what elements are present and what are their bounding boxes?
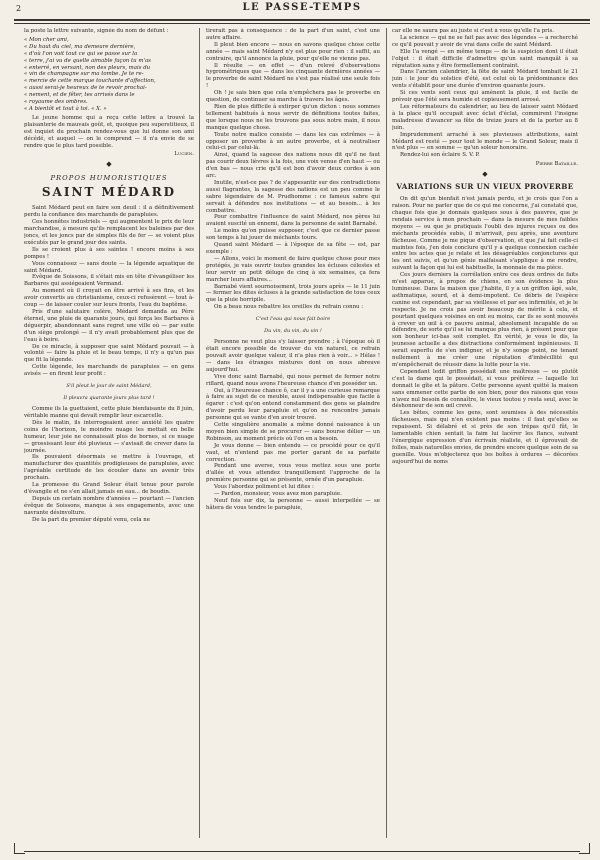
paragraph: Neuf fois sur dix, la personne — aussi interpellée — se hâtera de vous tendre le parapluie, — [206, 498, 380, 511]
letter-line: « mercie de cette marque touchante d'affection, — [24, 78, 156, 85]
paragraph: Pour combattre l'influence de saint Médard, nos pères lui avaient suscité un ennemi, dans la personne de saint Barnabé. — [206, 214, 380, 228]
paragraph: Elle l'a vengé — en même temps — de la suspicion dont il était l'objet : il était difficile d'admettre qu'un saint manquât à sa réputation sans y être formellement contraint. — [392, 48, 578, 69]
paragraph: Vive donc saint Barnabé, qui nous permet de fermer notre riflard, quand nous avons l'heureuse chance d'en posséder un. — [206, 373, 380, 387]
paragraph: Le moins qu'on puisse supposer, c'est que ce dernier passe son temps à lui jouer de méchants tours. — [206, 228, 380, 242]
paragraph: La science — qui ne se fait pas avec des légendes — a recherché ce qu'il pouvait y avoir de vrai dans celle de saint Médard. — [392, 34, 578, 48]
letter-line: « d'où l'on voit tout ce qui se passe sur la — [24, 50, 138, 57]
letter-quote — [24, 37, 194, 113]
paragraph: Barnabé vient sournoisement, trois jours après — le 11 juin — fermer les dites écluses à la grande satisfaction de tous ceux que la pluie horripile. — [206, 283, 380, 304]
paragraph: Au moment où il croyait en être arrivé à ses fins, et les avoir convertis au christianisme, ceux-ci refusèrent — tout à-coup — de laisser couler sur leurs fronts, l'eau du baptême. — [24, 288, 194, 309]
header-rule — [14, 19, 590, 21]
paragraph: Depuis un certain nombre d'années — pourtant — l'ancien évêque de Soissons, manque à ses engagements, avec une navrante désinvolture. — [24, 495, 194, 516]
paragraph: Il pleut bien encore — nous en savons quelque chose cette année — mais saint Médard n'y est plus pour rien : il suffit, au contraire, qu'il annonce la pluie, pour qu'elle ne vienne pas. — [206, 41, 380, 62]
paragraph: tirerait pas à conséquence : de la part d'un saint, c'est une autre affaire. — [206, 28, 380, 41]
paragraph: Ils pouvaient désormais se mettre à l'ouvrage, et manufacturer des quantités prodigieuses de parapluies, avec l'agréable certitude de les écouler dans un avenir très prochain. — [24, 454, 194, 482]
corner-ornament — [579, 843, 590, 854]
paragraph: Rien de plus difficile à extirper qu'un dicton : nous sommes tellement habitués à nous servir de définitions toutes faites, que lorsque nous ne les trouvons pas sous notre main, il nous manque quelque chose. — [206, 103, 380, 131]
paragraph: Ainsi, quand la sagesse des nations nous dit qu'il ne faut pas courir deux lièvres à la fois, une voix venue d'en haut — ou d'en bas — nous crie qu'il est bon d'avoir deux cordes à son arc. — [206, 152, 380, 180]
header-rule-thin — [14, 23, 590, 24]
verse-line: Il pleuvra quarante jours plus tard ! — [63, 394, 155, 401]
paragraph: Imprudemment arraché à ses pluvieuses attributions, saint Médard est resté — pour tout le monde — le Grand Soleur, mais il n'est plus — en somme — qu'un soleur honoraire. — [392, 131, 578, 152]
paragraph: Si ces vents sont ceux qui amènent la pluie, il est facile de prévoir que l'été sera humide et copieusement arrosé. — [392, 90, 578, 104]
article-title: SAINT MÉDARD — [41, 185, 177, 200]
paragraph: Les réformateurs du calendrier, au lieu de laisser saint Médard à la place qu'il occupait avec éclat d'éclat, commirent l'insigne maladresse d'avancer sa fête de treize jours et de la porter au 8 juin. — [392, 103, 578, 131]
paragraph: Les bêtes, comme les gens, sont soumises à des nécessités fâcheuses, mais qui n'en existent pas moins : il faut qu'elles se repaissent. Si délabré et si près de son trépas qu'il fût, le lamentable chien sentait la faim lui lacérer les flancs, suivant l'énergique expression d'un écrivain réaliste, et il éprouvait de folles, mais naturelles envies, de prendre encore quelque soin de sa guenille. Vous m'objecterez que les boîtes à ordures — décorées aujourd'hui de noms — [392, 410, 578, 465]
paragraph: la poste la lettre suivante, signée du nom de défunt : — [24, 28, 169, 34]
paragraph: Le jeune homme qui a reçu cette lettre a trouvé la plaisanterie de mauvais goût, et, quoique peu superstitieux, il est inquiet du prochain rendez-vous que lui donne son ami décédé, et auquel — on le comprend — il n'a envie de se rendre que le plus tard possible. — [24, 114, 194, 149]
column-3 — [392, 28, 578, 840]
article-body — [24, 205, 194, 378]
paragraph: De ce miracle, à supposer que saint Médard pouvait — à volonté — faire la pluie et le beau temps, il n'y a qu'un pas que fit la légende. — [24, 343, 194, 364]
paragraph: car elle ne saura pas au juste si c'est à vous qu'elle l'a pris. — [392, 28, 554, 34]
page-header — [14, 2, 590, 18]
article-body — [392, 196, 578, 465]
paragraph: La promesse du Grand Soleur était tenue pour parole d'évangile et ne s'en allait jamais en eau... de boudin. — [24, 482, 194, 495]
page-number: 2 — [16, 4, 22, 13]
paragraph: Oui, à l'heureuse chance ô, car il y a une curieuse remarque à faire au sujet de ce meuble, aussi indispensable que facile à égarer : c'est qu'on entend constamment des gens se plaindre d'avoir perdu leur parapluie et qu'on ne rencontre jamais personne qui se vante d'en avoir trouvé. — [206, 387, 380, 422]
paragraph: Ces jours derniers la corrélation entre ces deux ordres de faits m'est apparue, à propos de chiens, en son évidence la plus lumineuse. Dans la maison que j'habite, il y a un griffon âgé, sale, asthmatique, sourd, et à demi-impotent. Ce débris de l'espèce canine est cependant, par sa vieillesse et par ses infirmités, et je le respecte. Je ne crois pas avoir beaucoup de mérite à cela, et pourtant quelques voisines en ont eu moins, car ils se sont mouvés à crever un œil à ce pauvre animal, absolument incapable de se défendre, de sorte qu'il se lui manque plus rien, à présent pour que son bonheur ici-bas soit complet. En vérité, je vous le dis, la jeunesse actuelle a des distractions conformément ingénieuses. Il serait superflu de s'en indigner, et je n'y songe point, ne tenant nullement à me créer une réputation d'imbécillité qui m'empêcherait de réussir dans la lutte pour la vie. — [392, 272, 578, 368]
paragraph: Cependant ledit griffon possédait une maîtresse — ou plutôt c'est la dame qui le possédait, si vous préférez — laquelle lui donnait le gîte et la pâture. Cette personne ayant quitté la maison sans emmener cette partie de son bien, pour des raisons que vous n'avez nul besoin de connaître, le vieux toutou y resta seul, avec le déshonneur de son œil crevé. — [392, 368, 578, 410]
paragraph: Comme ils la guettaient, cette pluie bienfaisante du 8 juin, véritable manne qui devait remplir leur escarcelle. — [24, 406, 194, 419]
ornament-divider: ◆ — [106, 160, 112, 169]
paragraph: On a beau nous rebattre les oreilles du refrain connu : — [214, 304, 364, 311]
paragraph: Toute notre malice consiste — dans les cas extrêmes — à opposer un proverbe à un autre proverbe, et à neutraliser celui-ci par celui-là. — [206, 131, 380, 152]
verse — [24, 383, 194, 401]
paragraph: Ils se croient plus à ses saintes ! encore moins à ses pompes ! — [24, 246, 194, 260]
signature: Lucien. — [174, 151, 194, 158]
letter-line: « vin de champagne sur ma tombe. Je te re- — [24, 71, 144, 78]
paragraph: Dès le matin, ils interrogeaient avec anxiété les quatre coins de l'horizon, le moindre nuage les mettait en belle humeur, leur joie ne connaissait plus de bornes, si ce nuage — grossissant leur été pluvieux — s'avisait de crever dans la journée. — [24, 419, 194, 454]
paragraph: Oh ! je sais bien que cela n'empêchera pas le proverbe en question, de continuer sa marche à travers les âges. — [206, 90, 380, 104]
paragraph: Rendez-lui son éclaire S. V. P. — [400, 152, 480, 159]
paragraph: Quand saint Médard — à l'époque de sa fête — est, par exemple : — [206, 242, 380, 255]
paragraph: Cette légende, les marchands de parapluies — en gens avisés — en firent leur profit : — [24, 364, 194, 378]
article-body — [24, 406, 194, 523]
letter-line: « enterré, en versant, non des pleurs, mais du — [24, 64, 151, 71]
paragraph: — Pardon, monsieur, vous avez mon parapluie. — [214, 491, 342, 498]
paragraph: Vous l'abordez poliment et lui dites : — [214, 484, 314, 491]
section-label: PROPOS HUMORISTIQUES — [50, 174, 168, 183]
paragraph: Vous connaissez — sans doute — la légende aquatique de saint Médard. — [24, 260, 194, 274]
paragraph: Saint Médard peut en faire son deuil : il a définitivement perdu la confiance des marchands de parapluies. — [24, 205, 194, 219]
letter-line: « royaume des ombres. — [24, 99, 88, 106]
letter-line: « aussi serai-je heureux de te revoir prochai- — [24, 85, 147, 92]
letter-line: « Du haut du ciel, ma demeure dernière, — [24, 43, 136, 50]
paragraph: Personne ne veut plus s'y laisser prendre ; à l'époque où il était encore possible de trouver du vin naturel, ce refrain pouvait avoir quelque valeur, il n'a plus rien à voir... » Hélas ! — dans les étranges mixtures dont on nous abreuve aujourd'hui. — [206, 339, 380, 373]
paragraph: Je vous donne — bien entendu — ce procédé pour ce qu'il vaut, et n'entend pas me porter garant de sa parfaite correction. — [206, 442, 380, 463]
letter-line: « A bientôt et tout à toi. « X. » — [24, 105, 107, 112]
corner-ornament — [14, 843, 25, 854]
verse-line: Du vin, du vin, du vin ! — [264, 327, 322, 334]
paragraph: Dans l'ancien calendrier, la fête de saint Médard tombait le 21 juin : le jour du solstice d'été, est celui où la prédominance des vents s'établit pour une durée d'environ quarante jours. — [392, 69, 578, 90]
article-body — [392, 28, 578, 159]
verse-line: C'est l'eau qui nous fait boire — [255, 316, 331, 323]
paragraph: Evêque de Soissons, il s'était mis en tête d'évangéliser les Barbares qui assiégeaient Vermand. — [24, 274, 194, 288]
verse — [206, 316, 380, 334]
page-title: LE PASSE-TEMPS — [242, 2, 362, 13]
paragraph: Cette singulière anomalie a même donné naissance à un moyen bien simple de se procurer — sans bourse délier — un Robinson, au moment précis où l'on en a besoin. — [206, 422, 380, 442]
ornament-divider: ◆ — [482, 170, 488, 179]
column-divider — [386, 28, 387, 838]
column-2 — [206, 28, 380, 840]
paragraph: On dit qu'un bienfait n'est jamais perdu, et je crois que l'on a raison. Pour ne parler que de ce qui me concerne, j'ai constaté que, chaque fois que je donnais quelques sous à des pauvres, que je rendais service à mon prochain — dans la mesure de mes faibles moyens — ou que je pratiquais l'oubli des injures reçues ou des méchants procédés subis, il m'arrivait, peu après, une aventure fâcheuse. Comme je me pique d'observation, et que j'ai fait celle-ci maintes fois, j'en dois conclure qu'il y a quelque connexion cachée entre les actes que je relate et les désagréables conjonctures qui les ont suivis, et qu'un génie malfaisant s'applique à me rendre, suivant la façon qui lui est habituelle, la monnaie de ma pièce. — [392, 196, 578, 272]
article-body — [206, 28, 380, 311]
signature: Pierre Bataille. — [535, 161, 578, 168]
paragraph: — Allons, voici le moment de faire quelque chose pour mes protégés, je vais ouvrir toutes grandes les écluses célestes et leur servir un petit déluge de cinq à six semaines, ça fera marcher leurs affaires... — [206, 255, 380, 283]
paragraph: Pris d'une salutaire colère, Médard demanda au Père éternel, une pluie de quarante jours, qui força les Barbares à déguerpir, abandonnant sans regret une ville où — par suite d'un siège prolongé — il n'y avait probablement plus que de l'eau à boire. — [24, 309, 194, 343]
paragraph: De la part du premier député venu, cela ne — [32, 516, 150, 523]
column-1 — [24, 28, 194, 840]
paragraph: Ces honnêtes industriels — qui augmentent le prix de leur marchandise, à mesure qu'ils remplacent les baleines par des joncs, et les joncs par de simples fils de fer — se voient plus exécutés par le grand jour des saints. — [24, 219, 194, 246]
paragraph: Inutile, n'est-ce pas ? de s'appesantir sur des contradictions aussi flagrantes, la sagesse des nations est un peu comme le sabre légendaire de M. Prudhomme : ce fameux sabre qui servait à défendre nos institutions — et au besoin... à les combattre. — [206, 179, 380, 214]
article-body — [206, 339, 380, 512]
footer-rule — [24, 851, 580, 852]
letter-line: « Mon cher ami, — [24, 36, 69, 43]
letter-line: « nement, et de fêter, tes arrivés dans le — [24, 92, 135, 99]
paragraph: Il résulte — en effet — d'un relevé d'observations hygrométriques que — dans les cinquante dernières années — le proverbe de saint Médard ne s'est pas réalisé une seule fois ! — [206, 62, 380, 90]
column-divider — [199, 28, 200, 838]
article-title: VARIATIONS SUR UN VIEUX PROVERBE — [396, 182, 574, 192]
letter-line: « terre, j'ai vu de quelle aimable façon tu m'as — [24, 57, 151, 64]
verse-line: S'il pleut le jour de saint Médard, — [66, 383, 152, 390]
paragraph: Pendant une averse, vous vous mettez sous une porte d'allée et vous attendez tranquillement l'approche de la première personne qui se présente, ornée d'un parapluie. — [206, 463, 380, 484]
